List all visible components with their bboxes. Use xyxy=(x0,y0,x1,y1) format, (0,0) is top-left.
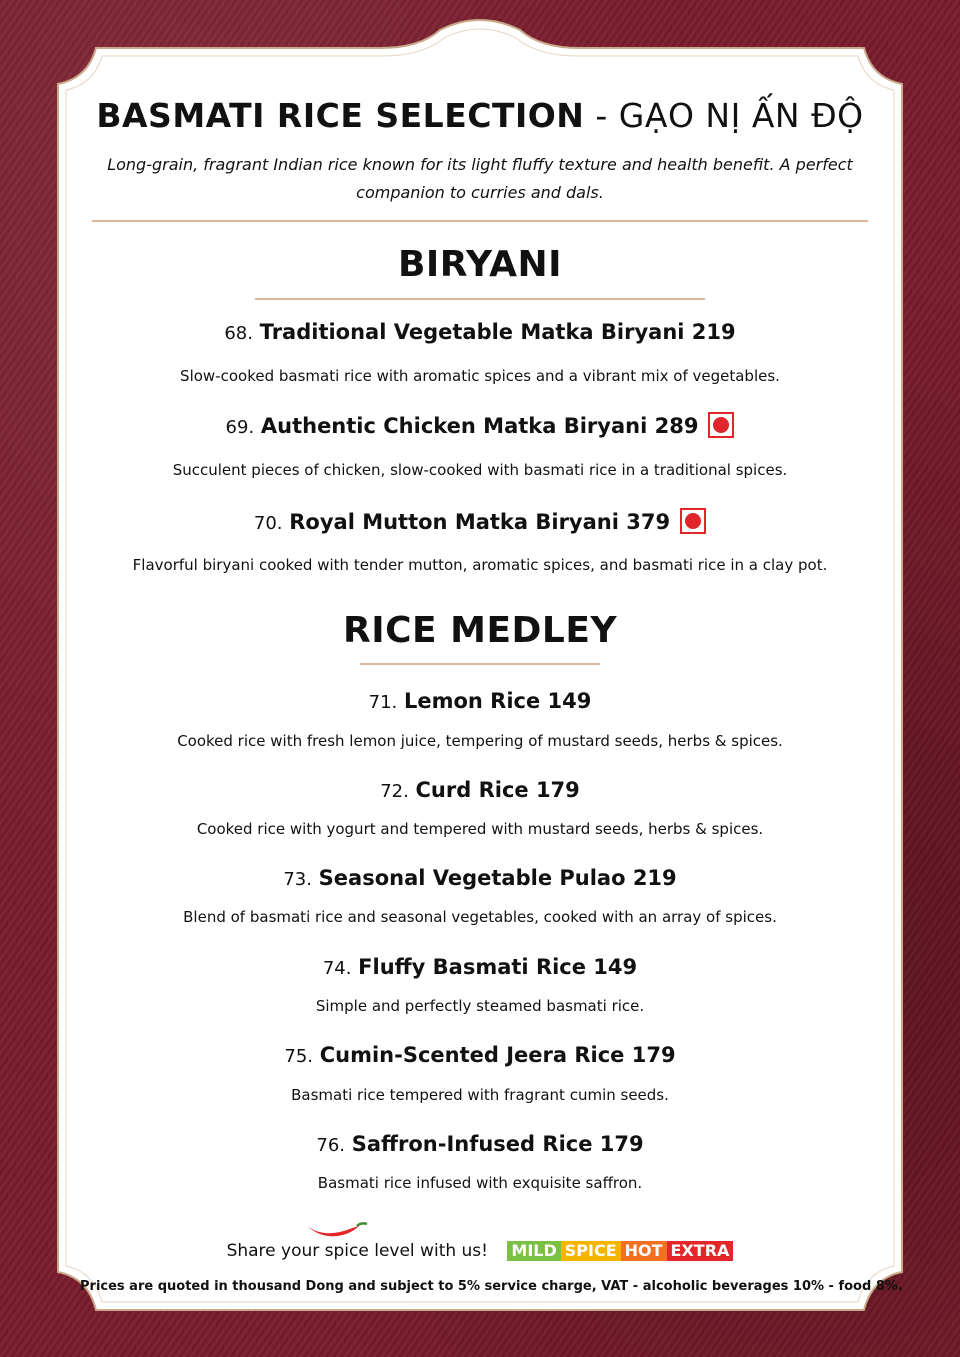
item-description: Cooked rice with yogurt and tempered with mustard seeds, herbs & spices. xyxy=(196,820,764,838)
non-veg-icon xyxy=(680,508,706,534)
item-name: Lemon Rice 149 xyxy=(403,689,592,713)
item-name: Curd Rice 179 xyxy=(415,778,580,802)
spice-hot-badge: HOT xyxy=(621,1241,667,1261)
item-name: Royal Mutton Matka Biryani 379 xyxy=(289,510,671,534)
menu-item-69 xyxy=(80,412,880,442)
item-description: Slow-cooked basmati rice with aromatic spices and a vibrant mix of vegetables. xyxy=(180,367,780,385)
item-name: Saffron-Infused Rice 179 xyxy=(351,1132,644,1156)
item-number: 76. xyxy=(316,1135,346,1156)
page-subtitle xyxy=(80,151,880,207)
item-description: Simple and perfectly steamed basmati rice. xyxy=(315,997,645,1015)
item-name: Traditional Vegetable Matka Biryani 219 xyxy=(259,320,736,344)
item-name: Authentic Chicken Matka Biryani 289 xyxy=(260,414,699,438)
item-number: 75. xyxy=(284,1046,314,1067)
price-disclaimer: Prices are quoted in thousand Dong and subject to 5% service charge, VAT - alcoholic beverages 10% - food 8%. xyxy=(80,1279,903,1294)
title-main: BASMATI RICE SELECTION xyxy=(96,96,585,135)
chili-pepper-icon xyxy=(303,1220,369,1242)
item-number: 74. xyxy=(322,958,352,979)
non-veg-icon xyxy=(708,412,734,438)
subtitle-line-1: Long-grain, fragrant Indian rice known for its light fluffy texture and health benefit. A perfect xyxy=(107,155,853,174)
item-description: Blend of basmati rice and seasonal vegetables, cooked with an array of spices. xyxy=(183,908,777,926)
item-description: Flavorful biryani cooked with tender mutton, aromatic spices, and basmati rice in a clay pot. xyxy=(132,556,828,574)
item-number: 72. xyxy=(380,781,409,802)
section-divider-rice-medley xyxy=(360,663,600,665)
item-name: Seasonal Vegetable Pulao 219 xyxy=(318,866,677,890)
item-description: Basmati rice infused with exquisite saffron. xyxy=(317,1174,643,1192)
section-title-biryani: BIRYANI xyxy=(397,244,563,285)
spice-prompt: Share your spice level with us! xyxy=(226,1241,488,1261)
menu-item-75 xyxy=(80,1041,880,1071)
spice-extra-badge: EXTRA xyxy=(667,1241,734,1261)
item-number: 69. xyxy=(225,417,255,438)
menu-item-71 xyxy=(80,687,880,717)
item-description: Basmati rice tempered with fragrant cumin seeds. xyxy=(291,1086,669,1104)
menu-item-70 xyxy=(80,508,880,538)
spice-medium-badge: SPICE xyxy=(561,1241,621,1261)
item-description: Succulent pieces of chicken, slow-cooked with basmati rice in a traditional spices. xyxy=(172,461,788,479)
item-number: 73. xyxy=(283,869,312,890)
spice-level-legend xyxy=(80,1238,880,1264)
page-title xyxy=(80,94,880,138)
spice-mild-badge: MILD xyxy=(507,1241,560,1261)
item-name: Cumin-Scented Jeera Rice 179 xyxy=(319,1043,676,1067)
item-number: 71. xyxy=(368,692,398,713)
menu-item-72 xyxy=(80,776,880,806)
section-divider-biryani xyxy=(255,298,705,300)
subtitle-line-2: companion to curries and dals. xyxy=(356,183,604,202)
title-vietnamese: - GẠO NỊ ẤN ĐỘ xyxy=(584,96,864,135)
menu-item-76 xyxy=(80,1130,880,1160)
item-description: Cooked rice with fresh lemon juice, tempering of mustard seeds, herbs & spices. xyxy=(177,732,783,750)
menu-item-73 xyxy=(80,864,880,894)
item-number: 70. xyxy=(253,513,283,534)
menu-item-74 xyxy=(80,953,880,983)
section-title-rice-medley: RICE MEDLEY xyxy=(342,610,618,651)
item-number: 68. xyxy=(224,323,253,344)
menu-item-68 xyxy=(80,318,880,348)
header-divider xyxy=(92,220,868,222)
item-name: Fluffy Basmati Rice 149 xyxy=(358,955,638,979)
